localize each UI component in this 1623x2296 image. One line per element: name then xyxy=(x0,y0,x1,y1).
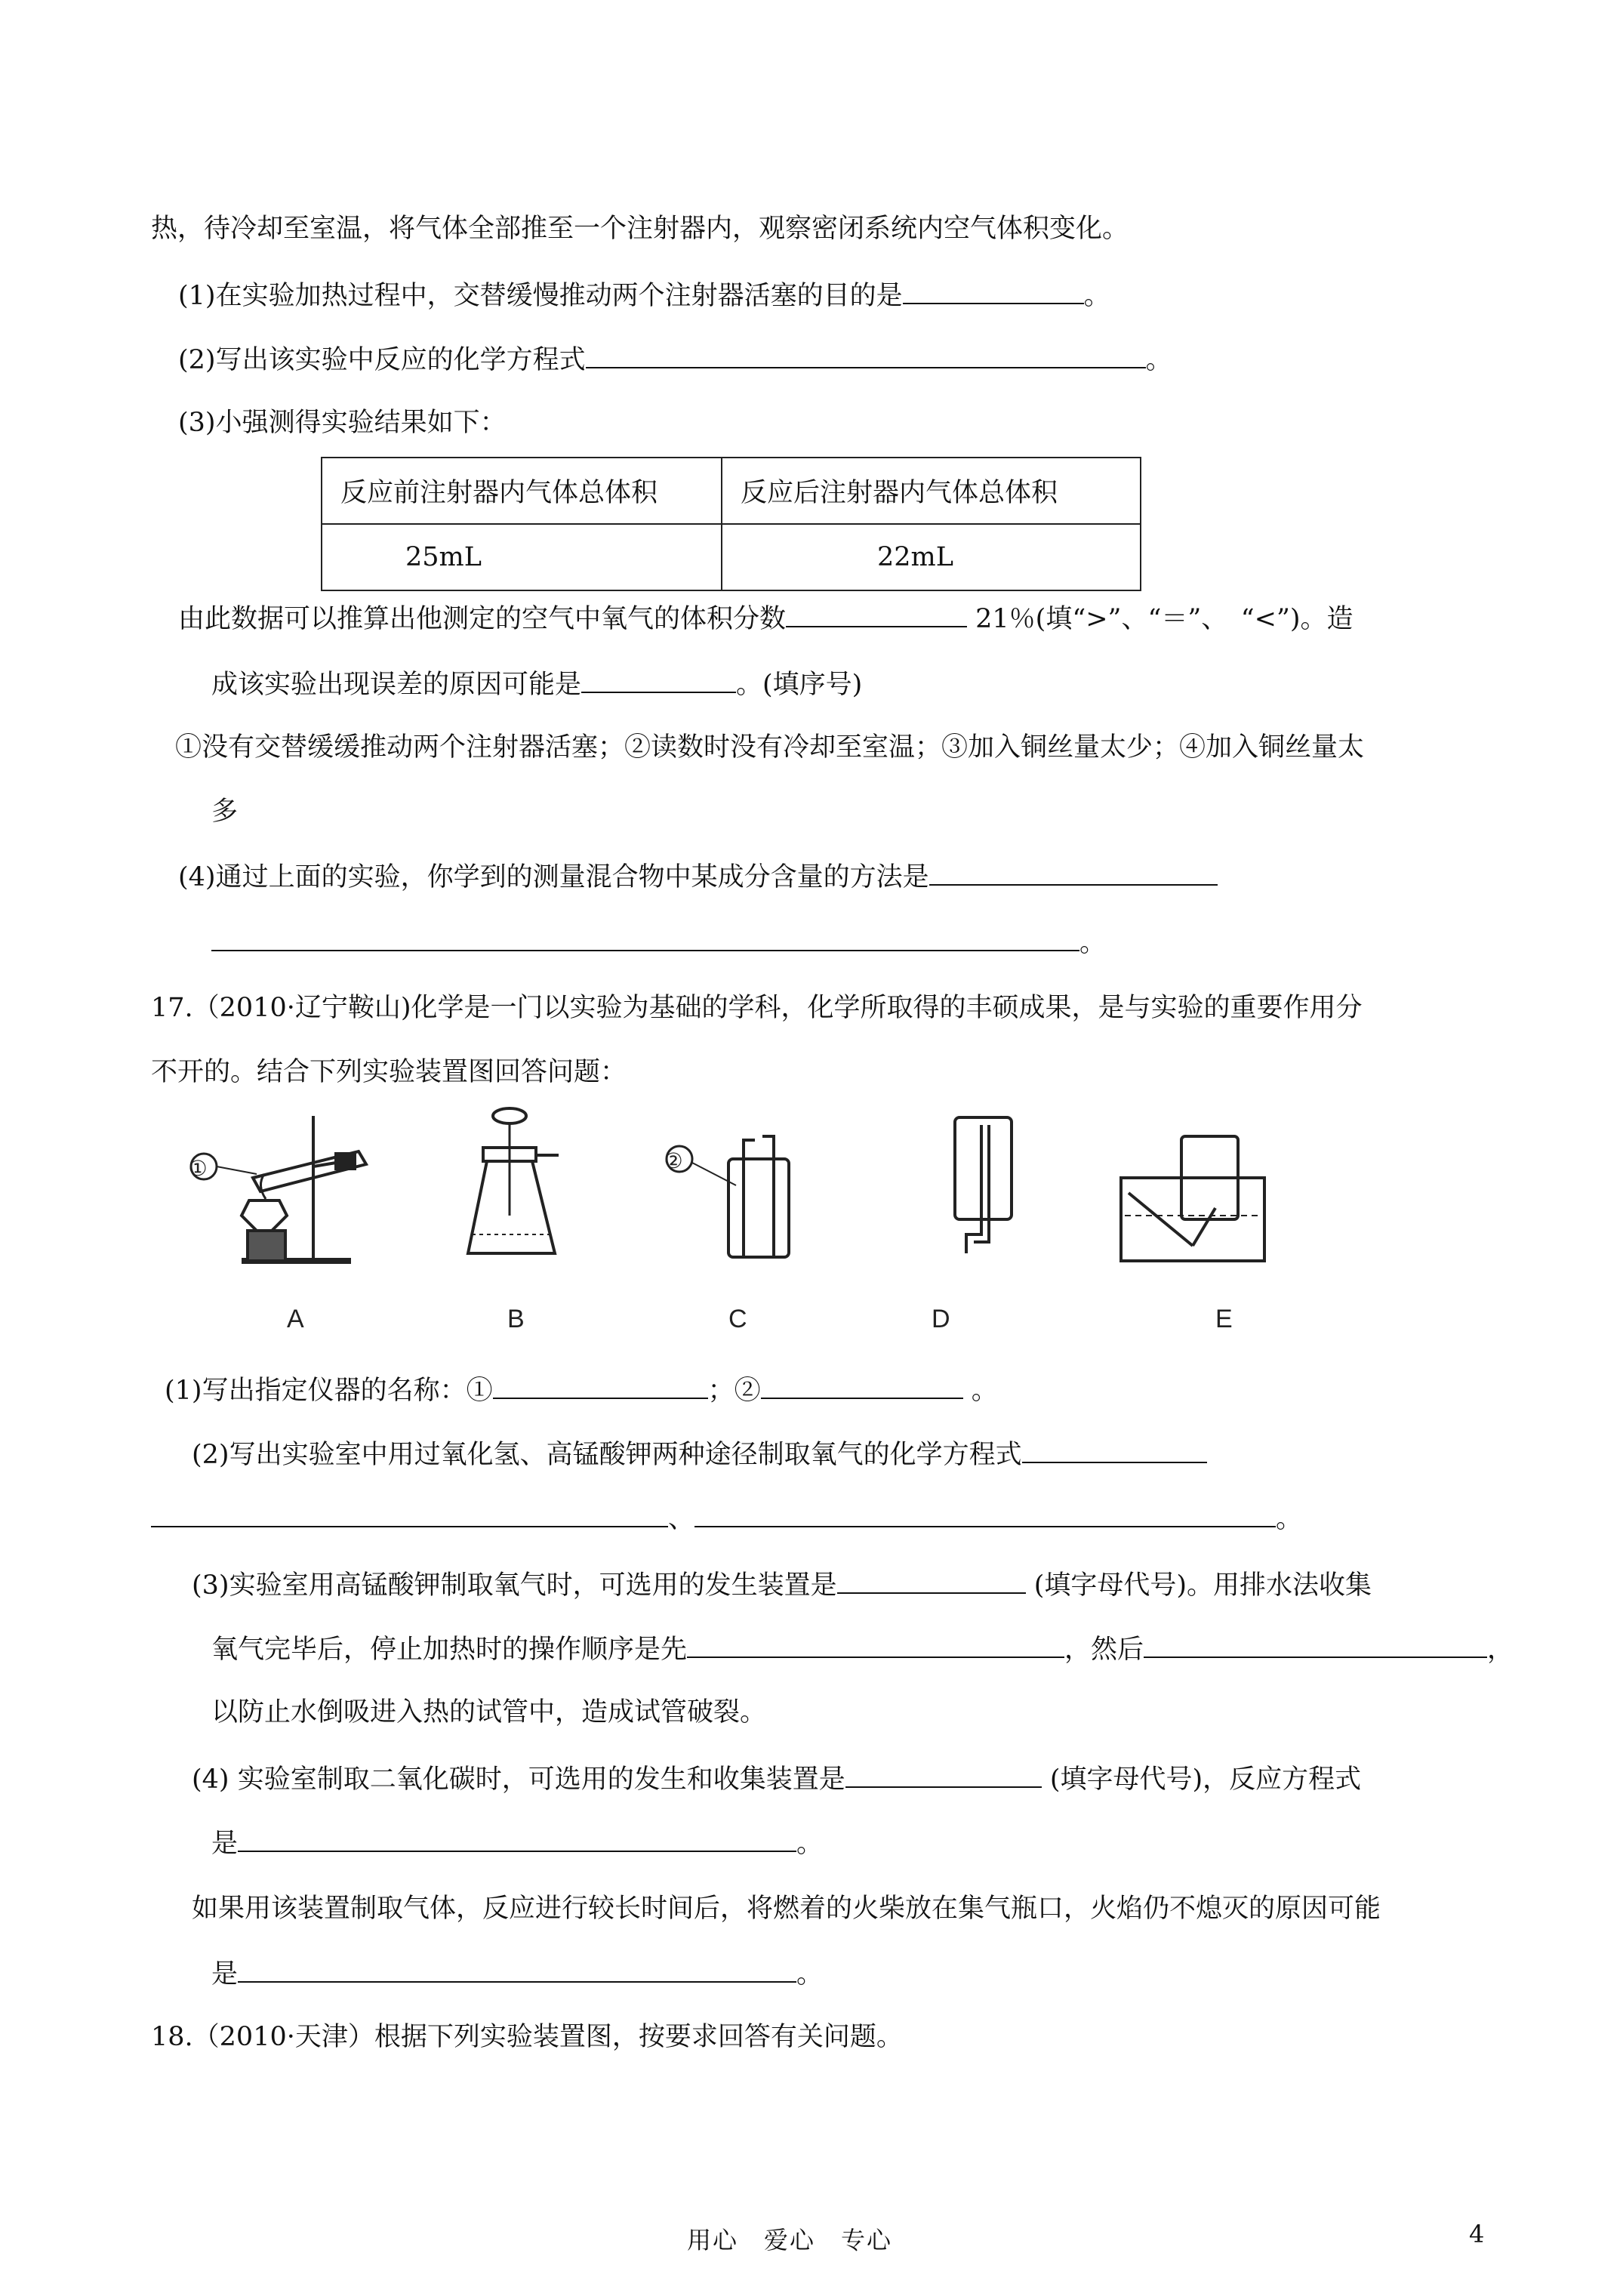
sub-question-3-end: 以防止水倒吸进入热的试管中，造成试管破裂。 xyxy=(211,1697,767,1727)
apparatus-label-d: D xyxy=(932,1305,950,1333)
sub-question-2 xyxy=(192,1435,1207,1474)
punctuation: 。 xyxy=(1079,928,1107,958)
sub-question-1 xyxy=(165,1370,998,1410)
question-17-line2: 不开的。结合下列实验装置图回答问题： xyxy=(151,1057,627,1087)
punctuation: 。 xyxy=(1145,345,1172,375)
punctuation: 。 xyxy=(796,1829,824,1859)
page-footer: 用心 爱心 专心 xyxy=(687,2226,893,2254)
answer-blank[interactable] xyxy=(1144,1629,1487,1658)
question-text: (1)写出指定仪器的名称：① xyxy=(165,1376,493,1406)
question-1 xyxy=(178,276,1110,315)
table-row xyxy=(322,458,1141,524)
question-3: (3)小强测得实验结果如下： xyxy=(178,408,507,438)
answer-blank[interactable] xyxy=(761,1370,963,1399)
answer-blank[interactable] xyxy=(845,1759,1042,1788)
sub-question-5-cont xyxy=(211,1954,823,1993)
answer-blank[interactable] xyxy=(211,923,1079,951)
answer-blank[interactable] xyxy=(581,664,736,693)
question-text: (4) 实验室制取二氧化碳时，可选用的发生和收集装置是 xyxy=(192,1764,845,1795)
question-text: (1)在实验加热过程中，交替缓慢推动两个注射器活塞的目的是 xyxy=(178,281,903,311)
options-line-cont: 多 xyxy=(211,797,239,827)
answer-blank[interactable] xyxy=(151,1499,668,1527)
answer-blank[interactable] xyxy=(837,1565,1026,1594)
sub-question-4 xyxy=(192,1759,1361,1798)
question-4 xyxy=(178,857,1218,896)
question-text: (2)写出该实验中反应的化学方程式 xyxy=(178,345,586,375)
answer-blank[interactable] xyxy=(786,599,967,627)
question-2 xyxy=(178,340,1172,379)
question-text: (填字母代号)。用排水法收集 xyxy=(1025,1570,1372,1601)
apparatus-a-drawing xyxy=(191,1116,366,1261)
question-18: 18.（2010·天津）根据下列实验装置图，按要求回答有关问题。 xyxy=(151,2022,903,2052)
question-text: 是 xyxy=(211,1959,239,1989)
marker-2: ② xyxy=(664,1148,683,1173)
question-text: ，然后 xyxy=(1064,1635,1144,1665)
table-row xyxy=(322,524,1141,590)
question-text: (2)写出实验室中用过氧化氢、高锰酸钾两种途径制取氧气的化学方程式 xyxy=(192,1440,1022,1470)
answer-blank[interactable] xyxy=(687,1629,1064,1658)
cause-line xyxy=(211,664,862,704)
punctuation: 、 xyxy=(668,1504,695,1534)
answer-blank[interactable] xyxy=(903,276,1084,304)
result-table xyxy=(321,457,1141,591)
question-text: 21％(填“>”、“＝”、 “<”)。造 xyxy=(967,604,1354,634)
sub-question-3-cont xyxy=(211,1629,1514,1669)
options-line: ①没有交替缓缓推动两个注射器活塞；②读数时没有冷却至室温；③加入铜丝量太少；④加入铜丝量太 xyxy=(175,732,1365,763)
table-value-before: 25mL xyxy=(322,524,722,590)
question-text: (3)实验室用高锰酸钾制取氧气时，可选用的发生装置是 xyxy=(192,1570,837,1601)
apparatus-label-e: E xyxy=(1215,1305,1233,1333)
table-header-after: 反应后注射器内气体总体积 xyxy=(722,458,1141,524)
apparatus-b-drawing xyxy=(468,1108,559,1253)
marker-1: ① xyxy=(188,1156,208,1181)
table-header-before: 反应前注射器内气体总体积 xyxy=(322,458,722,524)
punctuation: 。 xyxy=(962,1376,998,1406)
text-line: 热，待冷却至室温，将气体全部推至一个注射器内，观察密闭系统内空气体积变化。 xyxy=(151,214,1129,244)
apparatus-label-a: A xyxy=(287,1305,304,1333)
answer-blank[interactable] xyxy=(1022,1435,1207,1463)
apparatus-figure xyxy=(181,1102,1359,1276)
punctuation: ， xyxy=(1487,1635,1514,1665)
punctuation: 。 xyxy=(1276,1504,1303,1534)
sub-question-5: 如果用该装置制取气体，反应进行较长时间后，将燃着的火柴放在集气瓶口，火焰仍不熄灭的原因可能 xyxy=(192,1894,1381,1924)
answer-blank[interactable] xyxy=(929,857,1218,886)
punctuation: 。 xyxy=(796,1959,824,1989)
apparatus-c-drawing xyxy=(667,1136,789,1257)
question-text: (4)通过上面的实验，你学到的测量混合物中某成分含量的方法是 xyxy=(178,862,929,892)
inference-line xyxy=(178,599,1354,638)
apparatus-label-c: C xyxy=(728,1305,747,1333)
question-text: 由此数据可以推算出他测定的空气中氧气的体积分数 xyxy=(178,604,787,634)
apparatus-label-b: B xyxy=(507,1305,525,1333)
answer-blank[interactable] xyxy=(238,1954,796,1983)
apparatus-e-drawing xyxy=(1121,1136,1264,1261)
table-value-after: 22mL xyxy=(722,524,1141,590)
question-17-line1: 17.（2010·辽宁鞍山)化学是一门以实验为基础的学科，化学所取得的丰硕成果，是与实验的重要作用分 xyxy=(151,993,1363,1023)
sub-question-3 xyxy=(192,1565,1372,1604)
answer-blank[interactable] xyxy=(493,1370,708,1399)
answer-blank[interactable] xyxy=(694,1499,1276,1527)
question-4-cont xyxy=(211,923,1106,962)
sub-question-4-cont xyxy=(211,1823,823,1863)
apparatus-d-drawing xyxy=(955,1117,1012,1253)
question-text: 。(填序号) xyxy=(736,670,863,700)
question-text: ；② xyxy=(707,1376,761,1406)
question-text: 氧气完毕后，停止加热时的操作顺序是先 xyxy=(211,1635,688,1665)
question-text: 是 xyxy=(211,1829,239,1859)
answer-blank[interactable] xyxy=(238,1823,796,1852)
answer-blank[interactable] xyxy=(586,340,1146,368)
sub-question-2-cont xyxy=(151,1499,1302,1538)
punctuation: 。 xyxy=(1083,281,1110,311)
page-number: 4 xyxy=(1469,2220,1485,2248)
question-text: 成该实验出现误差的原因可能是 xyxy=(211,670,582,700)
question-text: (填字母代号)，反应方程式 xyxy=(1041,1764,1362,1795)
